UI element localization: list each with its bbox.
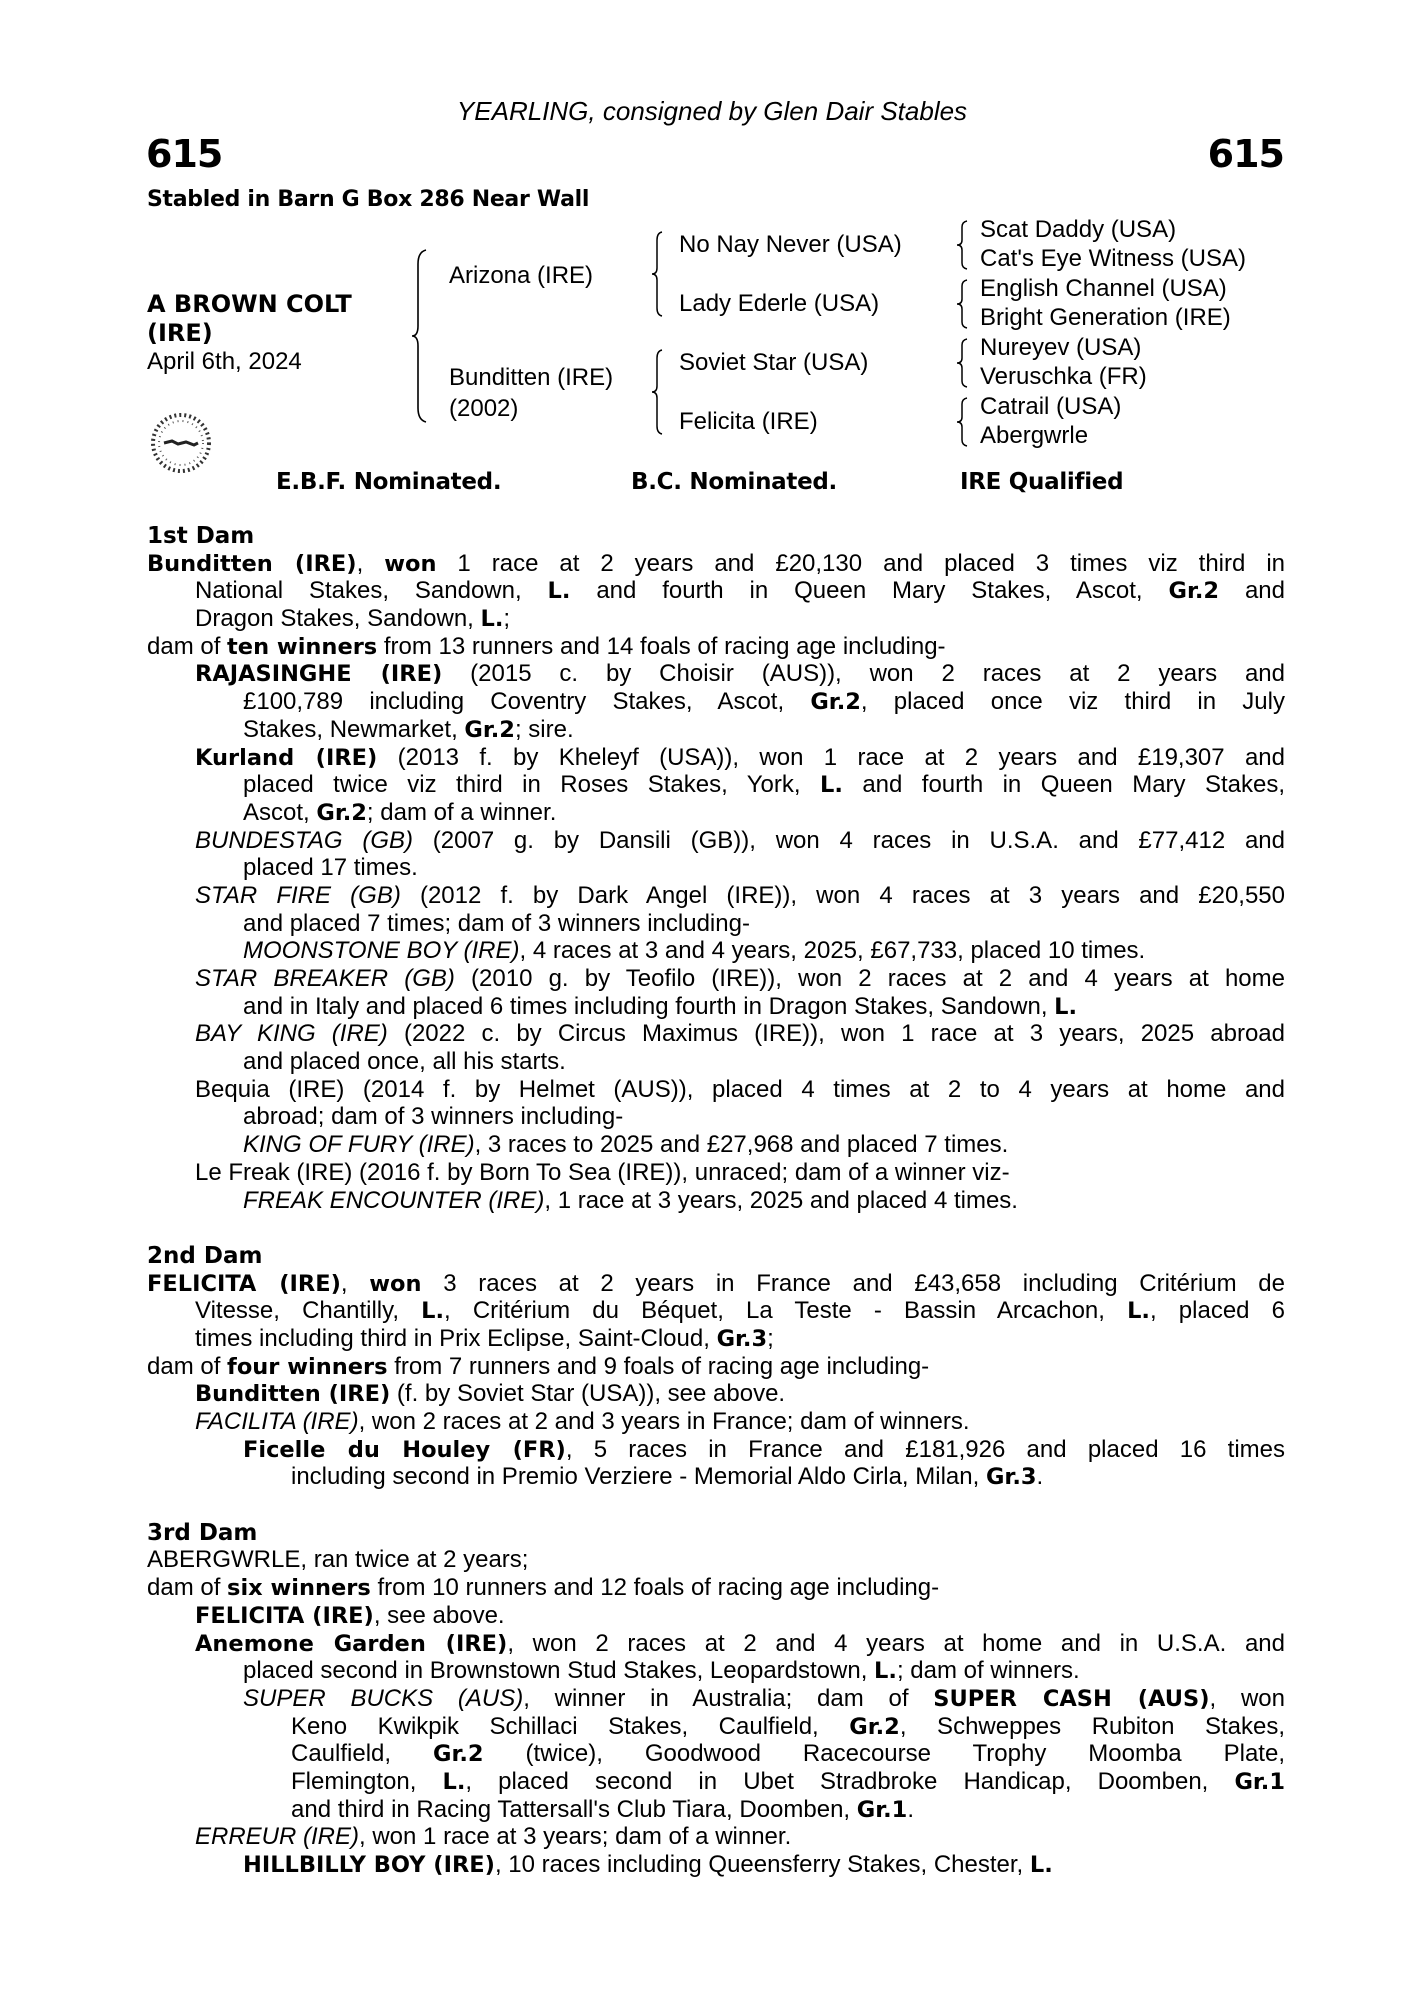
bold-text: ten winners xyxy=(227,633,378,660)
bold-text: Gr.3 xyxy=(985,1464,1037,1491)
bold-text: L. xyxy=(442,1768,466,1795)
bold-text: L. xyxy=(547,578,571,605)
bold-text: L. xyxy=(874,1658,897,1685)
pedigree-brace-gen1 xyxy=(410,248,430,424)
bold-text: four winners xyxy=(227,1353,388,1380)
text: , won 2 races at 2 and 4 years at home and in U.S.A. and xyxy=(507,1629,1285,1657)
record-line xyxy=(147,633,1285,661)
text: , won xyxy=(1209,1684,1285,1712)
text: , 3 races to 2025 and £27,968 and placed 7 times. xyxy=(474,1131,1009,1159)
section-heading xyxy=(147,1519,1285,1547)
bold-text: RAJASINGHE (IRE) xyxy=(195,661,443,688)
sire-dam-name: Lady Ederle (USA) xyxy=(679,290,880,317)
record-line xyxy=(147,1380,1285,1408)
record-line xyxy=(147,1546,1285,1574)
text: Caulfield, xyxy=(291,1740,434,1768)
text: and fourth in Queen Mary Stakes, xyxy=(842,771,1285,799)
text: , winner in Australia; dam of xyxy=(523,1684,934,1712)
bold-text: Gr.2 xyxy=(464,716,515,743)
pedigree-brace-g3-4 xyxy=(955,396,971,448)
record-line xyxy=(147,1823,1285,1851)
text: , placed once viz third in July xyxy=(860,688,1285,716)
text: ; dam of a winner. xyxy=(366,798,557,826)
bold-text: L. xyxy=(1054,993,1078,1020)
bold-text: FELICITA (IRE) xyxy=(147,1270,341,1297)
text: (2007 g. by Dansili (GB)), won 4 races in U.S.A. and £77,412 and xyxy=(413,826,1285,854)
text: , see above. xyxy=(373,1601,505,1629)
record-line xyxy=(147,1020,1285,1048)
text: , xyxy=(340,1269,370,1297)
sire-sire-name: No Nay Never (USA) xyxy=(679,231,902,258)
text: £100,789 including Coventry Stakes, Ascot, xyxy=(243,688,811,716)
record-line xyxy=(147,1076,1285,1104)
text: ; xyxy=(767,1324,774,1352)
subject-name: A BROWN COLT xyxy=(147,290,352,318)
record-line xyxy=(147,882,1285,910)
text: , won 2 races at 2 and 3 years in France; dam of winners. xyxy=(358,1408,970,1435)
bold-text: L. xyxy=(1127,1298,1150,1325)
section-spacer xyxy=(147,1214,1285,1242)
lot-number-left: 615 xyxy=(146,132,223,176)
record-line xyxy=(147,965,1285,993)
gen3-ancestor: Cat's Eye Witness (USA) xyxy=(980,245,1246,272)
bold-text: Gr.1 xyxy=(856,1796,908,1823)
bold-text: SUPER CASH (AUS) xyxy=(933,1685,1210,1712)
text: from 13 runners and 14 foals of racing age including- xyxy=(377,632,946,660)
bold-text: Bunditten (IRE) xyxy=(147,550,357,577)
record-line xyxy=(147,605,1285,633)
gen3-ancestor: English Channel (USA) xyxy=(980,275,1227,302)
bc-nominated: B.C. Nominated. xyxy=(631,469,837,495)
text: ; xyxy=(503,605,511,633)
italic-text: STAR FIRE (GB) xyxy=(195,881,401,909)
text: including second in Premio Verziere - Memorial Aldo Cirla, Milan, xyxy=(291,1463,986,1491)
record-line xyxy=(147,1103,1285,1131)
ebf-nominated: E.B.F. Nominated. xyxy=(276,469,502,495)
record-line xyxy=(147,716,1285,744)
bold-text: L. xyxy=(820,772,843,799)
pedigree-brace-sire xyxy=(650,230,666,318)
text: and placed once, all his starts. xyxy=(243,1048,566,1076)
bold-text: Ficelle du Houley (FR) xyxy=(243,1436,566,1463)
text: ; dam of winners. xyxy=(896,1657,1080,1685)
text: (2010 g. by Teofilo (IRE)), won 2 races at 2 and 4 years at home xyxy=(454,965,1285,992)
text: , 10 races including Queensferry Stakes, Chester, xyxy=(494,1851,1030,1878)
text: ABERGWRLE, ran twice at 2 years; xyxy=(147,1546,529,1574)
record-line xyxy=(147,1048,1285,1076)
lot-number-right: 615 xyxy=(1207,132,1284,176)
gen3-ancestor: Veruschka (FR) xyxy=(980,363,1147,390)
text: Bequia (IRE) (2014 f. by Helmet (AUS)), placed 4 times at 2 to 4 years at home and xyxy=(195,1075,1285,1103)
bold-text: Gr.1 xyxy=(1234,1768,1285,1795)
text: and fourth in Queen Mary Stakes, Ascot, xyxy=(570,577,1169,605)
gen3-ancestor: Nureyev (USA) xyxy=(980,334,1142,361)
ire-qualified: IRE Qualified xyxy=(960,469,1124,495)
bold-text: Gr.3 xyxy=(716,1325,768,1352)
record-line xyxy=(147,854,1285,882)
record-line xyxy=(147,937,1285,965)
text: and in Italy and placed 6 times including fourth in Dragon Stakes, Sandown, xyxy=(243,992,1055,1020)
text: Ascot, xyxy=(243,798,317,826)
record-line xyxy=(147,1851,1285,1879)
text: ; sire. xyxy=(514,715,574,743)
pedigree-brace-g3-3 xyxy=(955,337,971,389)
dam-year: (2002) xyxy=(449,395,519,422)
text: Keno Kwikpik Schillaci Stakes, Caulfield, xyxy=(291,1712,850,1740)
consignor-line: YEARLING, consigned by Glen Dair Stables xyxy=(456,96,968,126)
record-line xyxy=(147,1436,1285,1464)
text: Dragon Stakes, Sandown, xyxy=(195,605,481,633)
text: from 7 runners and 9 foals of racing age including- xyxy=(387,1352,930,1380)
record-line xyxy=(147,1713,1285,1741)
text: (2015 c. by Choisir (AUS)), won 2 races at 2 years and xyxy=(442,660,1285,688)
text: Flemington, xyxy=(291,1767,443,1795)
record-line xyxy=(147,1685,1285,1713)
pedigree-brace-g3-2 xyxy=(955,278,971,330)
bold-text: Gr.2 xyxy=(810,689,861,716)
section-heading xyxy=(147,522,1285,550)
gen3-ancestor: Catrail (USA) xyxy=(980,393,1122,420)
text: from 10 runners and 12 foals of racing age including- xyxy=(370,1574,940,1602)
text: (f. by Soviet Star (USA)), see above. xyxy=(390,1380,786,1408)
text: Le Freak (IRE) (2016 f. by Born To Sea (IRE)), unraced; dam of a winner viz- xyxy=(195,1158,1010,1186)
pedigree-brace-g3-1 xyxy=(955,219,971,271)
text: times including third in Prix Eclipse, Saint-Cloud, xyxy=(195,1324,717,1352)
text: , xyxy=(356,549,385,577)
bold-text: Anemone Garden (IRE) xyxy=(195,1630,508,1657)
bold-text: L. xyxy=(480,606,504,633)
bold-text: Kurland (IRE) xyxy=(195,744,378,771)
bold-text: L. xyxy=(421,1298,445,1325)
heading-text: 3rd Dam xyxy=(147,1519,258,1546)
bold-text: won xyxy=(384,550,437,577)
text: and xyxy=(1219,577,1285,605)
record-line xyxy=(147,1297,1285,1325)
record-line xyxy=(147,1353,1285,1381)
italic-text: BAY KING (IRE) xyxy=(195,1020,388,1048)
record-line xyxy=(147,1768,1285,1796)
text: dam of xyxy=(147,632,228,660)
foaling-date: April 6th, 2024 xyxy=(147,348,302,375)
record-line xyxy=(147,744,1285,772)
bold-text: HILLBILLY BOY (IRE) xyxy=(243,1852,495,1878)
text: National Stakes, Sandown, xyxy=(195,577,548,605)
text: , 4 races at 3 and 4 years, 2025, £67,733, placed 10 times. xyxy=(519,937,1146,965)
record-line xyxy=(147,1131,1285,1159)
text: and third in Racing Tattersall's Club Tiara, Doomben, xyxy=(291,1795,857,1823)
produce-record xyxy=(147,522,1285,1879)
text: placed twice viz third in Roses Stakes, York, xyxy=(243,771,820,799)
text: and placed 7 times; dam of 3 winners including- xyxy=(243,909,750,937)
record-line xyxy=(147,1796,1285,1824)
record-line xyxy=(147,827,1285,855)
bold-text: L. xyxy=(1029,1852,1053,1878)
record-line xyxy=(147,1325,1285,1353)
text: Stakes, Newmarket, xyxy=(243,715,465,743)
text: 1 race at 2 years and £20,130 and placed 3 times viz third in xyxy=(436,549,1285,577)
stamp-logo-icon xyxy=(146,408,216,478)
record-line xyxy=(147,577,1285,605)
record-line xyxy=(147,1463,1285,1491)
italic-text: STAR BREAKER (GB) xyxy=(195,965,455,992)
bold-text: Bunditten (IRE) xyxy=(195,1381,391,1408)
sire-name: Arizona (IRE) xyxy=(449,262,594,289)
section-heading xyxy=(147,1242,1285,1270)
dam-dam-name: Felicita (IRE) xyxy=(679,408,818,435)
text: . xyxy=(907,1795,914,1823)
record-line xyxy=(147,799,1285,827)
record-line xyxy=(147,660,1285,688)
bold-text: six winners xyxy=(227,1575,371,1602)
record-line xyxy=(147,1602,1285,1630)
dam-name: Bunditten (IRE) xyxy=(449,364,614,391)
text: Vitesse, Chantilly, xyxy=(195,1297,422,1325)
text: , 5 races in France and £181,926 and placed 16 times xyxy=(565,1435,1285,1463)
text: dam of xyxy=(147,1574,228,1602)
record-line xyxy=(147,993,1285,1021)
text: , 1 race at 3 years, 2025 and placed 4 times. xyxy=(544,1186,1018,1214)
text: , Schweppes Rubiton Stakes, xyxy=(899,1712,1285,1740)
text: (2022 c. by Circus Maximus (IRE)), won 1 race at 3 years, 2025 abroad xyxy=(387,1020,1285,1048)
record-line xyxy=(147,1187,1285,1215)
italic-text: ERREUR (IRE) xyxy=(195,1823,360,1851)
section-spacer xyxy=(147,1491,1285,1519)
text: , Critérium du Béquet, La Teste - Bassin Arcachon, xyxy=(444,1297,1128,1325)
text: (2012 f. by Dark Angel (IRE)), won 4 races at 3 years and £20,550 xyxy=(400,881,1285,909)
heading-text: 1st Dam xyxy=(147,523,255,549)
record-line xyxy=(147,688,1285,716)
bold-text: won xyxy=(369,1270,422,1297)
italic-text: SUPER BUCKS (AUS) xyxy=(243,1684,524,1712)
record-line xyxy=(147,1159,1285,1187)
text: , placed 6 xyxy=(1149,1297,1285,1325)
text: abroad; dam of 3 winners including- xyxy=(243,1103,624,1131)
text: 3 races at 2 years in France and £43,658 including Critérium de xyxy=(421,1269,1285,1297)
gen3-ancestor: Abergwrle xyxy=(980,422,1089,449)
italic-text: KING OF FURY (IRE) xyxy=(243,1131,475,1159)
text: . xyxy=(1036,1463,1044,1491)
gen3-ancestor: Bright Generation (IRE) xyxy=(980,304,1231,331)
dam-sire-name: Soviet Star (USA) xyxy=(679,349,869,376)
italic-text: FREAK ENCOUNTER (IRE) xyxy=(243,1186,545,1214)
text: placed 17 times. xyxy=(243,854,418,882)
record-line xyxy=(147,1270,1285,1298)
record-line xyxy=(147,1657,1285,1685)
bold-text: Gr.2 xyxy=(1168,578,1220,605)
text: dam of xyxy=(147,1352,228,1380)
bold-text: Gr.2 xyxy=(433,1741,484,1768)
pedigree-brace-dam xyxy=(650,348,666,436)
bold-text: Gr.2 xyxy=(849,1713,900,1740)
text: (2013 f. by Kheleyf (USA)), won 1 race at 2 years and £19,307 and xyxy=(377,743,1285,771)
record-line xyxy=(147,1630,1285,1658)
italic-text: MOONSTONE BOY (IRE) xyxy=(243,937,520,965)
record-line xyxy=(147,1574,1285,1602)
stabling-info: Stabled in Barn G Box 286 Near Wall xyxy=(147,187,590,212)
heading-text: 2nd Dam xyxy=(147,1242,263,1269)
record-line xyxy=(147,550,1285,578)
subject-country: (IRE) xyxy=(147,319,213,347)
italic-text: BUNDESTAG (GB) xyxy=(195,826,414,854)
record-line xyxy=(147,1408,1285,1436)
record-line xyxy=(147,771,1285,799)
italic-text: FACILITA (IRE) xyxy=(195,1408,359,1435)
text: (twice), Goodwood Racecourse Trophy Moomba Plate, xyxy=(483,1740,1285,1768)
record-line xyxy=(147,910,1285,938)
record-line xyxy=(147,1740,1285,1768)
bold-text: Gr.2 xyxy=(316,799,367,826)
bold-text: FELICITA (IRE) xyxy=(195,1602,374,1629)
text: placed second in Brownstown Stud Stakes, Leopardstown, xyxy=(243,1657,875,1685)
text: , placed second in Ubet Stradbroke Handicap, Doomben, xyxy=(465,1767,1235,1795)
gen3-ancestor: Scat Daddy (USA) xyxy=(980,216,1177,243)
text: , won 1 race at 3 years; dam of a winner. xyxy=(359,1823,792,1851)
